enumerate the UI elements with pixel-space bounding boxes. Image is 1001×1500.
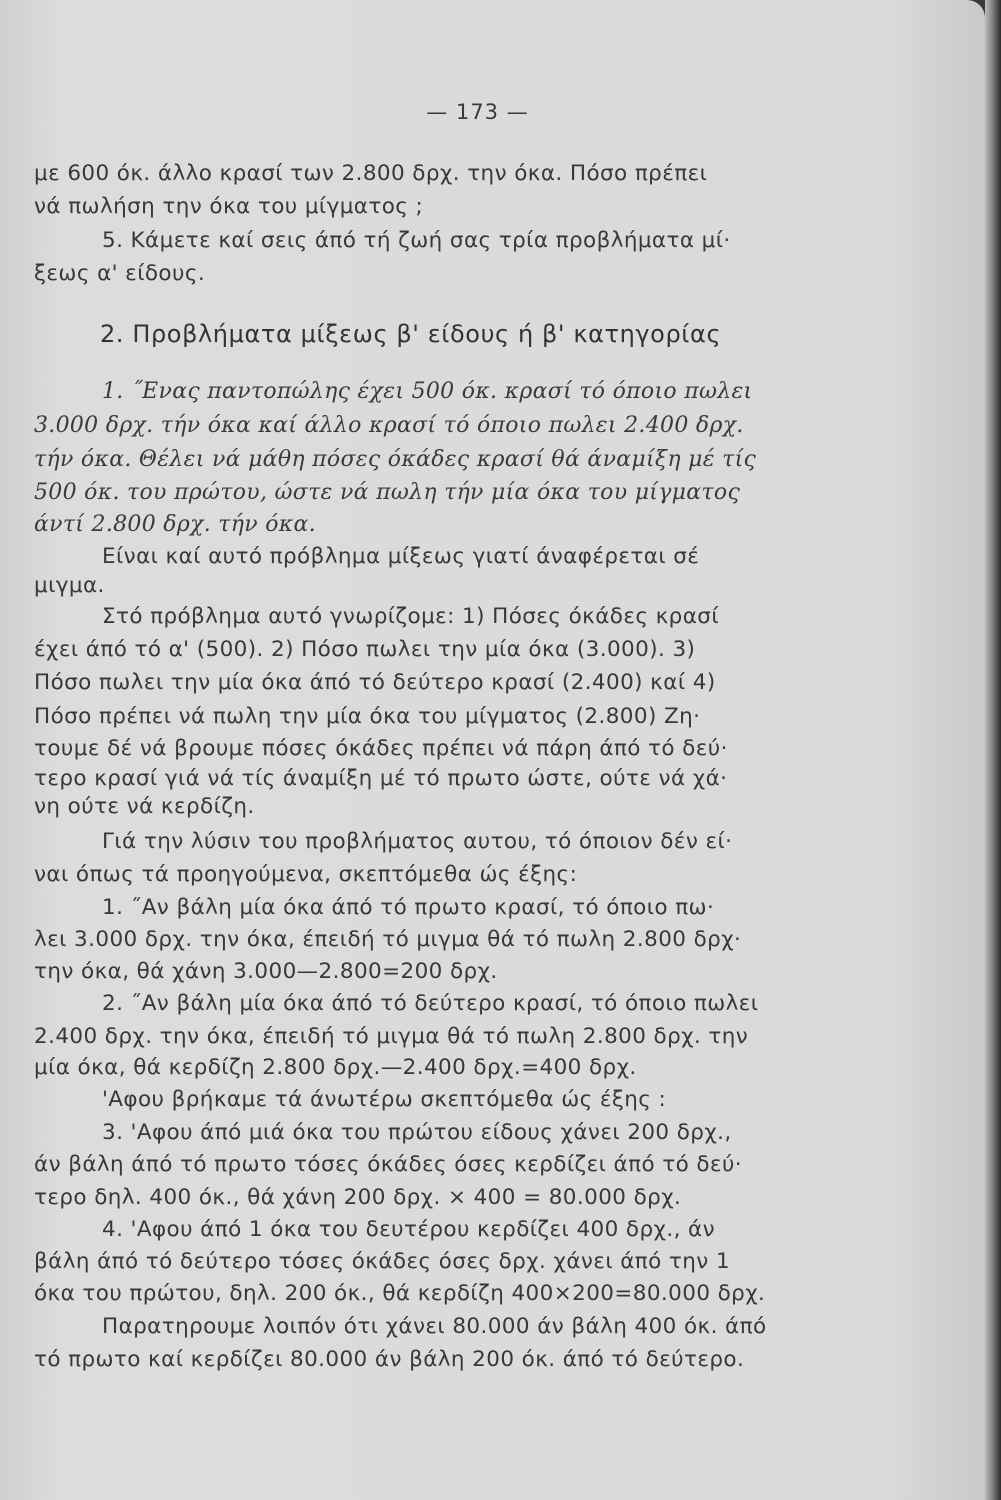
problem-line: 3.000 δρχ. τήν όκα καί άλλο κρασί τό όποιο πωλει 2.400 δρχ. <box>34 413 744 438</box>
text-line: 3. 'Αφου άπό μιά όκα του πρώτου είδους χάνει 200 δρχ., <box>102 1120 732 1145</box>
text-line: μία όκα, θά κερδίζη 2.800 δρχ.—2.400 δρχ.=400 δρχ. <box>34 1055 637 1080</box>
text-line: νά πωλήση την όκα του μίγματος ; <box>34 194 424 219</box>
text-line: τό πρωτο καί κερδίζει 80.000 άν βάλη 200 όκ. άπό τό δεύτερο. <box>34 1347 745 1372</box>
text-line: λει 3.000 δρχ. την όκα, έπειδή τό μιγμα θά τό πωλη 2.800 δρχ· <box>34 927 742 952</box>
section-heading: 2. Προβλήματα μίξεως β' είδους ή β' κατηγορίας <box>100 320 722 348</box>
text-line: Πόσο πρέπει νά πωλη την μία όκα του μίγματος (2.800) Ζη· <box>34 704 701 729</box>
text-line: Στό πρόβλημα αυτό γνωρίζομε: 1) Πόσες όκάδες κρασί <box>102 604 719 629</box>
text-line: την όκα, θά χάνη 3.000—2.800=200 δρχ. <box>34 959 498 984</box>
text-line: όκα του πρώτου, δηλ. 200 όκ., θά κερδίζη 400×200=80.000 δρχ. <box>34 1281 766 1306</box>
text-line: ξεως α' είδους. <box>34 261 206 286</box>
text-line: τερο κρασί γιά νά τίς άναμίξη μέ τό πρωτο ώστε, ούτε νά χά· <box>34 766 728 791</box>
page-edge-shadow <box>985 0 1001 1500</box>
text-line: Γιά την λύσιν του προβλήματος αυτου, τό όποιον δέν εί· <box>102 829 733 854</box>
text-line: 2.400 δρχ. την όκα, έπειδή τό μιγμα θά τό πωλη 2.800 δρχ. την <box>34 1024 749 1049</box>
page-text-block <box>34 0 876 1500</box>
problem-line: τήν όκα. Θέλει νά μάθη πόσες όκάδες κρασί θά άναμίξη μέ τίς <box>34 447 757 472</box>
problem-line: 1. ˝Ενας παντοπώλης έχει 500 όκ. κρασί τό όποιο πωλει <box>102 379 753 404</box>
text-line: μιγμα. <box>34 573 105 598</box>
text-line: τερο δηλ. 400 όκ., θά χάνη 200 δρχ. × 400 = 80.000 δρχ. <box>34 1185 682 1210</box>
text-line: Πόσο πωλει την μία όκα άπό τό δεύτερο κρασί (2.400) καί 4) <box>34 670 716 695</box>
text-line: νη ούτε νά κερδίζη. <box>34 794 255 819</box>
text-line: τουμε δέ νά βρουμε πόσες όκάδες πρέπει νά πάρη άπό τό δεύ· <box>34 736 728 761</box>
text-line: 'Αφου βρήκαμε τά άνωτέρω σκεπτόμεθα ώς έξης : <box>102 1087 667 1112</box>
text-line: βάλη άπό τό δεύτερο τόσες όκάδες όσες δρχ. χάνει άπό την 1 <box>34 1249 731 1274</box>
text-line: έχει άπό τό α' (500). 2) Πόσο πωλει την μία όκα (3.000). 3) <box>34 637 696 662</box>
text-line: με 600 όκ. άλλο κρασί των 2.800 δρχ. την όκα. Πόσο πρέπει <box>34 161 708 186</box>
text-line: 5. Κάμετε καί σεις άπό τή ζωή σας τρία προβλήματα μί· <box>102 228 731 253</box>
text-line: 4. 'Αφου άπό 1 όκα του δευτέρου κερδίζει 400 δρχ., άν <box>102 1217 716 1242</box>
text-line: 2. ˝Αν βάλη μία όκα άπό τό δεύτερο κρασί, τό όποιο πωλει <box>102 991 759 1016</box>
text-line: 1. ˝Αν βάλη μία όκα άπό τό πρωτο κρασί, τό όποιο πω· <box>102 895 715 920</box>
text-line: άν βάλη άπό τό πρωτο τόσες όκάδες όσες κερδίζει άπό τό δεύ· <box>34 1152 743 1177</box>
text-line: Παρατηρουμε λοιπόν ότι χάνει 80.000 άν βάλη 400 όκ. άπό <box>102 1314 767 1339</box>
text-line: Είναι καί αυτό πρόβλημα μίξεως γιατί άναφέρεται σέ <box>102 544 700 569</box>
text-line: ναι όπως τά προηγούμενα, σκεπτόμεθα ώς έξης: <box>34 862 578 887</box>
problem-line: άντί 2.800 δρχ. τήν όκα. <box>34 512 316 537</box>
problem-line: 500 όκ. του πρώτου, ώστε νά πωλη τήν μία όκα του μίγματος <box>34 480 741 505</box>
page-number: — 173 — <box>426 100 529 124</box>
